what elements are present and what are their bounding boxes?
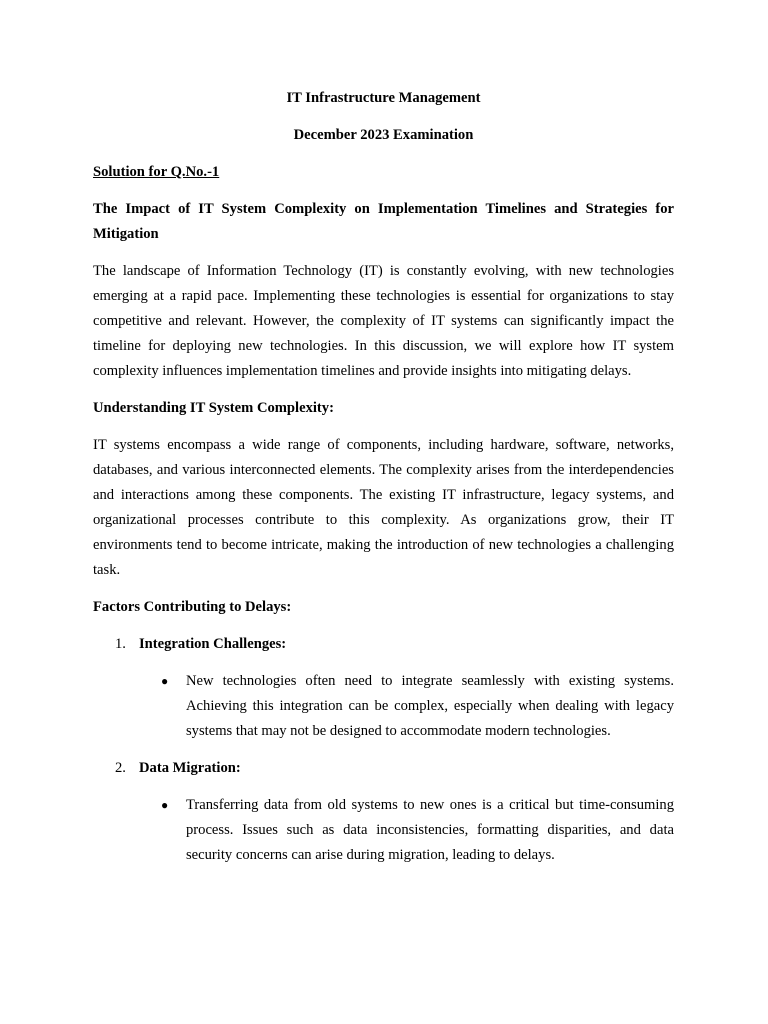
bullet-dot-icon: ● (161, 798, 169, 812)
bullet-text: Transferring data from old systems to new ones is a critical but time-consuming process. Issues such as data inconsistencies, formatting disparities, and data security concerns can arise during migration, leading to delays. (186, 797, 674, 863)
bullet-item-data-migration (93, 793, 674, 868)
section-heading-complexity: Understanding IT System Complexity: (93, 400, 334, 416)
numbered-item-data-migration (93, 756, 674, 781)
solution-label: Solution for Q.No.-1 (93, 164, 220, 180)
section-heading-delays: Factors Contributing to Delays: (93, 599, 292, 615)
numbered-item-integration (93, 632, 674, 657)
bullet-text: New technologies often need to integrate seamlessly with existing systems. Achieving this integration can be complex, especially when dealing with legacy systems that may not be designed to accommodate modern technologies. (186, 673, 674, 739)
item-number: 1. (115, 636, 126, 652)
bullet-item-integration (93, 669, 674, 744)
main-heading: The Impact of IT System Complexity on Implementation Timelines and Strategies for Mitigation (93, 201, 674, 242)
item-title: Integration Challenges: (139, 636, 287, 652)
item-title: Data Migration: (139, 760, 241, 776)
bullet-dot-icon: ● (161, 674, 169, 688)
intro-paragraph: The landscape of Information Technology (IT) is constantly evolving, with new technologies emerging at a rapid pace. Implementing these technologies is essential for organizations to stay competitive and relevant. However, the complexity of IT systems can significantly impact the timeline for deploying new technologies. In this discussion, we will explore how IT system complexity influences implementation timelines and provide insights into mitigating delays. (93, 263, 674, 379)
document-subtitle: December 2023 Examination (293, 127, 474, 143)
document-page (93, 86, 674, 880)
complexity-paragraph: IT systems encompass a wide range of components, including hardware, software, networks, databases, and various interconnected elements. The complexity arises from the interdependencies and interactions among these components. The existing IT infrastructure, legacy systems, and organizational processes contribute to this complexity. As organizations grow, their IT environments tend to become intricate, making the introduction of new technologies a challenging task. (93, 437, 674, 578)
item-number: 2. (115, 760, 126, 776)
document-title: IT Infrastructure Management (286, 90, 481, 106)
